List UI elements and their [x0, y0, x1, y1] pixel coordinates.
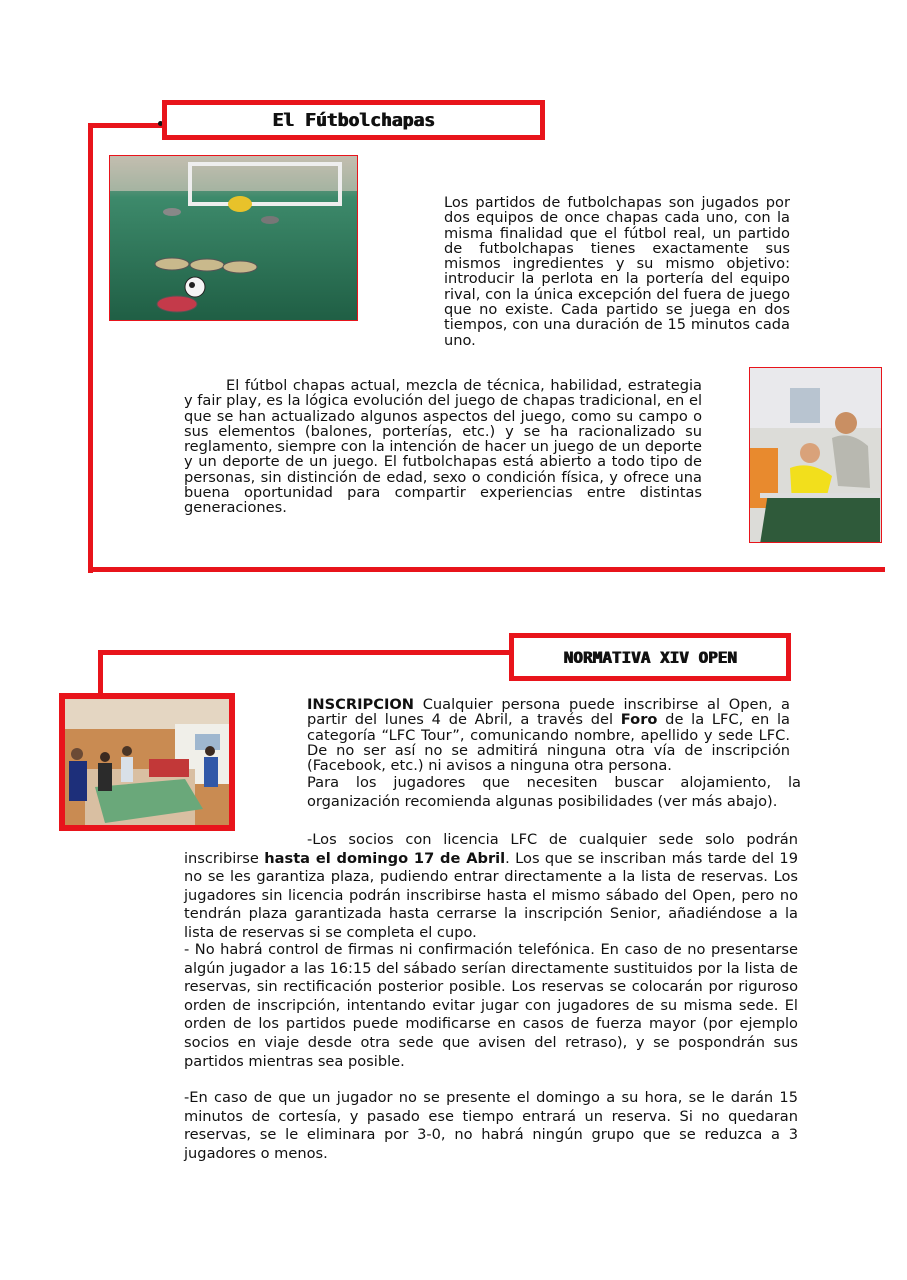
frame-bottom	[88, 567, 885, 572]
normativa-title-box	[509, 633, 791, 681]
inscripcion-label: INSCRIPCION	[307, 696, 414, 713]
frame2-left	[98, 650, 103, 698]
frame-left	[88, 123, 93, 573]
paragraph-futbol-actual-text: El fútbol chapas actual, mezcla de técnica, habilidad, estrategia y fair play, es la lógica evolución del juego de chapas tradicional, en el que se han actualizado algunos aspectos del juego, como su campo o sus elementos (balones, porterías, etc.) y se ha racionalizado su reglamento, siempre con la intención de hacer un juego de un deporte y un deporte de un juego. El futbolchapas está abierto a todo tipo de personas, sin distinción de edad, sexo o condición física, y ofrece una buena oportunidad para compartir experiencias entre distintas generaciones.	[184, 377, 702, 517]
inscripcion-text-a: Cualquier persona puede inscribirse al Open, a partir del lunes 4 de Abril, a través del	[307, 696, 790, 729]
photo-hall	[65, 699, 229, 825]
paragraph-domingo: -En caso de que un jugador no se presente el domingo a su hora, se le darán 15 minutos de cortesía, y pasado ese tiempo entrará un reserva. Si no quedaran reservas, se le eliminara por 3-0, no habrá ningún grupo que se reduzca a 3 jugadores o menos.	[184, 1089, 798, 1162]
photo-players-image	[750, 368, 882, 543]
paragraph-inscripcion	[307, 697, 790, 773]
socios-text-b: . Los que se inscriban más tarde del 19 no se les garantiza plaza, pudiendo entrar directamente a la lista de reservas. Los jugadores sin licencia podrán inscribirse hasta el mismo sábado del Open, pero no tendrán plaza garantizada hasta cerrarse la inscripción Senior, añadiéndose a la lista de reservas si se completa el cupo.	[184, 849, 798, 941]
photo-players	[749, 367, 882, 543]
photo-table-image	[110, 156, 358, 321]
photo-hall-image	[65, 699, 229, 825]
section-title: El Fútbolchapas	[272, 109, 435, 131]
section-title-box	[162, 100, 545, 140]
inscripcion-text-b: de la LFC, en la categoría “LFC Tour”, comunicando nombre, apellido y sede LFC. De no ser así no se admitirá ninguna otra vía de inscripción (Facebook, etc.) ni avisos a ninguna otra persona.	[307, 711, 790, 775]
socios-deadline: hasta el domingo 17 de Abril	[264, 849, 506, 867]
paragraph-partidos: Los partidos de futbolchapas son jugados por dos equipos de once chapas cada uno, con la misma finalidad que el fútbol real, un partido de futbolchapas tienes exactamente sus mismos ingredientes y su mismo objetivo: introducir la perlota en la portería del equipo rival, con la única excepción del fuera de juego que no existe. Cada partido se juega en dos tiempos, con una duración de 15 minutos cada uno.	[444, 194, 790, 349]
paragraph-alojamiento: Para los jugadores que necesiten buscar alojamiento, la organización recomienda algunas posibilidades (ver más abajo).	[307, 774, 801, 810]
socios-text-a: -Los socios con licencia LFC de cualquier sede solo podrán inscribirse	[184, 831, 798, 867]
photo-futbolchapas-table	[109, 155, 358, 321]
paragraph-socios	[184, 831, 798, 943]
frame-top-left	[88, 123, 166, 128]
paragraph-futbol-actual	[184, 378, 702, 516]
foro-link-text: Foro	[620, 711, 658, 729]
paragraph-control: - No habrá control de firmas ni confirmación telefónica. En caso de no presentarse algún jugador a las 16:15 del sábado serían directamente sustituidos por la lista de reservas, sin rectificación posterior posible. Los reservas se colocarán por riguroso orden de inscripción, intentando evitar jugar con jugadores de su misma sede. El orden de los partidos puede modificarse en casos de fuerza mayor (por ejemplo socios en viaje desde otra sede que avisen del retraso), y se pospondrán sus partidos mientras sea posible.	[184, 941, 798, 1070]
frame2-top	[98, 650, 513, 655]
normativa-title: NORMATIVA XIV OPEN	[563, 647, 737, 667]
